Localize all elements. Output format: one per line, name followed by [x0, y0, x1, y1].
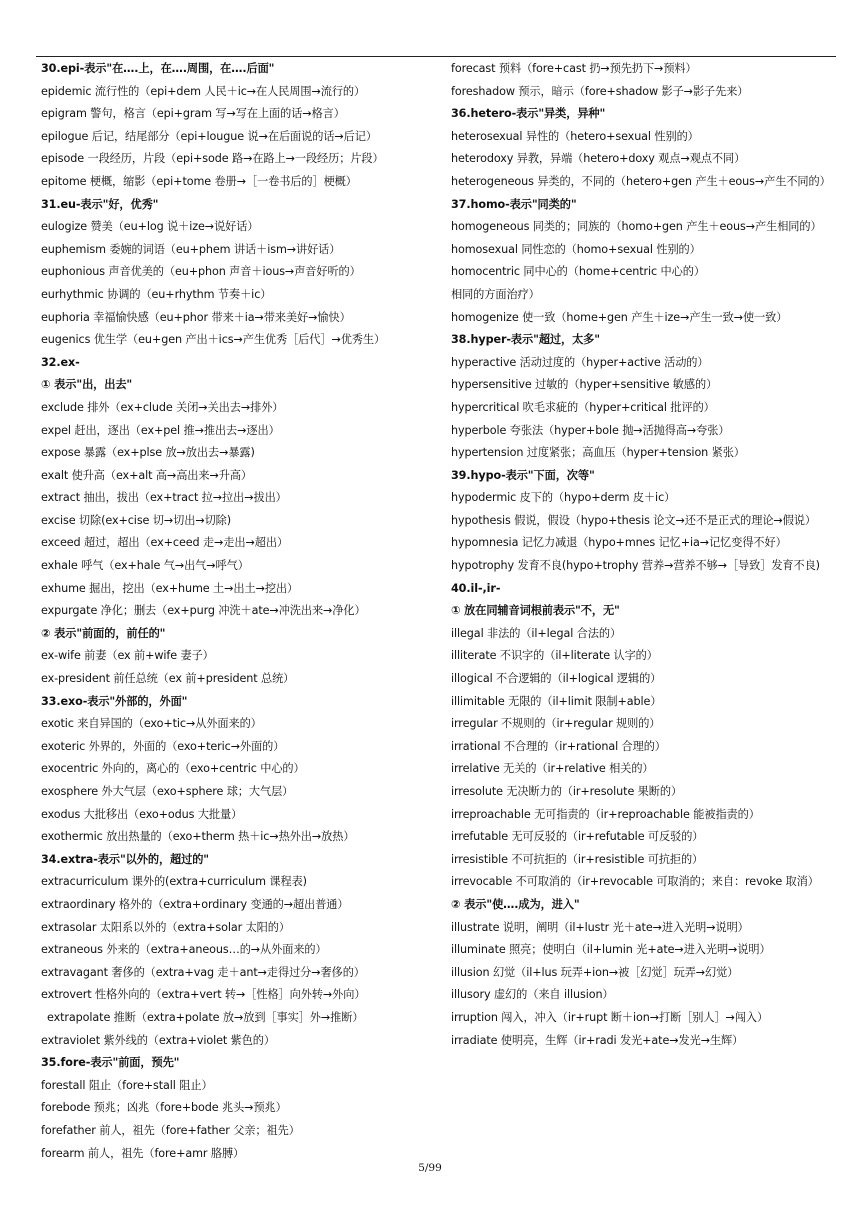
entry-line: epidemic 流行性的（epi+dem 人民＋ic→在人民周围→流行的） [41, 84, 366, 98]
entry-line: eugenics 优生学（eu+gen 产出＋ics→产生优秀［后代］→优秀生） [41, 333, 386, 347]
entry-line: extraneous 外来的（extra+aneous…的→从外面来的） [41, 943, 327, 957]
section-heading: 35.fore-表示"前面，预先" [41, 1056, 180, 1070]
entry-line: hypersensitive 过敏的（hyper+sensitive 敏感的） [451, 378, 718, 392]
section-heading: ① 放在同辅音词根前表示"不，无" [451, 604, 620, 618]
entry-line: exodus 大批移出（exo+odus 大批量） [41, 807, 243, 821]
right-column [451, 58, 835, 1052]
section-heading: 30.epi-表示"在….上，在….周围，在….后面" [41, 62, 275, 75]
entry-line: irresistible 不可抗拒的（ir+resistible 可抗拒的） [451, 852, 704, 866]
section-heading: 34.extra-表示"以外的，超过的" [41, 852, 210, 866]
entry-line: excise 切除(ex+cise 切→切出→切除) [41, 513, 232, 527]
left-column [41, 58, 431, 1165]
entry-line: epigram 警句，格言（epi+gram 写→写在上面的话→格言） [41, 107, 345, 121]
section-heading: 33.exo-表示"外部的，外面" [41, 694, 188, 708]
entry-line: hyperbole 夸张法（hyper+bole 抛→活抛得高→夸张） [451, 423, 730, 437]
entry-line: irrevocable 不可取消的（ir+revocable 可取消的；来自：revoke 取消） [451, 875, 819, 889]
entry-line: illusion 幻觉（il+lus 玩弄+ion→被［幻觉］玩弄→幻觉） [451, 965, 739, 979]
entry-line: expel 赶出，逐出（ex+pel 推→推出去→逐出） [41, 423, 280, 437]
entry-line: homogenize 使一致（home+gen 产生＋ize→产生一致→使一致） [451, 310, 788, 324]
section-heading: ② 表示"前面的，前任的" [41, 626, 166, 640]
entry-line: heterogeneous 异类的，不同的（hetero+gen 产生＋eous→产生不同的） [451, 174, 831, 188]
entry-line: extravagant 奢侈的（extra+vag 走＋ant→走得过分→奢侈的） [41, 965, 365, 979]
entry-line: extrapolate 推断（extra+polate 放→放到［事实］外→推断） [47, 1010, 364, 1024]
entry-line: hyperactive 活动过度的（hyper+active 活动的） [451, 355, 709, 369]
entry-line: eulogize 赞美（eu+log 说＋ize→说好话） [41, 220, 259, 234]
entry-line: illogical 不合逻辑的（il+logical 逻辑的） [451, 672, 662, 686]
entry-line: epilogue 后记，结尾部分（epi+lougue 说→在后面说的话→后记） [41, 129, 377, 143]
entry-line: exclude 排外（ex+clude 关闭→关出去→排外） [41, 400, 284, 414]
section-heading: 37.homo-表示"同类的" [451, 197, 577, 211]
entry-line: irradiate 使明亮，生辉（ir+radi 发光+ate→发光→生辉） [451, 1033, 744, 1047]
entry-line: eurhythmic 协调的（eu+rhythm 节奏＋ic） [41, 287, 272, 301]
header-rule [36, 56, 836, 57]
entry-line: forearm 前人，祖先（fore+amr 胳膊） [41, 1146, 245, 1160]
entry-line: exosphere 外大气层（exo+sphere 球；大气层） [41, 785, 294, 798]
entry-line: irrefutable 无可反驳的（ir+refutable 可反驳的） [451, 830, 704, 844]
entry-line: exothermic 放出热量的（exo+therm 热＋ic→热外出→放热） [41, 830, 355, 844]
entry-line: homocentric 同中心的（home+centric 中心的） [451, 265, 705, 279]
entry-line: illuminate 照亮；使明白（il+lumin 光+ate→进入光明→说明） [451, 943, 771, 957]
entry-line: hypercritical 吹毛求疵的（hyper+critical 批评的） [451, 400, 715, 414]
entry-line: extraviolet 紫外线的（extra+violet 紫色的） [41, 1033, 275, 1047]
entry-line: hypotrophy 发育不良(hypo+trophy 营养→营养不够→［导致］发育不良) [451, 559, 820, 573]
entry-line: irreproachable 无可指责的（ir+reproachable 能被指责的） [451, 807, 760, 821]
entry-line: irregular 不规则的（ir+regular 规则的） [451, 717, 661, 731]
entry-line: extraordinary 格外的（extra+ordinary 变通的→超出普通） [41, 897, 349, 911]
entry-line: exoteric 外界的，外面的（exo+teric→外面的） [41, 739, 285, 753]
entry-line: exceed 超过，超出（ex+ceed 走→走出→超出） [41, 536, 289, 550]
entry-line: illegal 非法的（il+legal 合法的） [451, 626, 622, 640]
entry-line: hypomnesia 记忆力减退（hypo+mnes 记忆+ia→记忆变得不好） [451, 536, 787, 550]
entry-line: forestall 阻止（fore+stall 阻止） [41, 1078, 213, 1092]
entry-line: extrasolar 太阳系以外的（extra+solar 太阳的） [41, 920, 290, 934]
entry-line: illustrate 说明，阐明（il+lustr 光＋ate→进入光明→说明） [451, 920, 749, 934]
entry-line: hypothesis 假说，假设（hypo+thesis 论文→还不是正式的理论→假说） [451, 513, 816, 527]
entry-line: exocentric 外向的，离心的（exo+centric 中心的） [41, 762, 305, 776]
entry-line: exotic 来自异国的（exo+tic→从外面来的） [41, 717, 262, 731]
entry-line: exalt 使升高（ex+alt 高→高出来→升高） [41, 468, 253, 482]
section-heading: 40.il-,ir- [451, 581, 501, 595]
entry-line: ex-wife 前妻（ex 前+wife 妻子） [41, 649, 214, 663]
entry-line: forebode 预兆；凶兆（fore+bode 兆头→预兆） [41, 1101, 287, 1115]
entry-line: extrovert 性格外向的（extra+vert 转→［性格］向外转→外向） [41, 988, 366, 1002]
section-heading: 36.hetero-表示"异类，异种" [451, 107, 606, 121]
entry-line: heterosexual 异性的（hetero+sexual 性别的） [451, 129, 699, 143]
entry-line: irruption 闯入，冲入（ir+rupt 断＋ion→打断［别人］→闯入） [451, 1010, 769, 1024]
entry-line: episode 一段经历，片段（epi+sode 路→在路上→一段经历；片段） [41, 152, 384, 166]
section-heading: 32.ex- [41, 355, 80, 369]
entry-line: extract 抽出，拔出（ex+tract 拉→拉出→拔出） [41, 491, 287, 505]
entry-line: expose 暴露（ex+plse 放→放出去→暴露) [41, 446, 255, 460]
entry-line: homogeneous 同类的；同族的（homo+gen 产生＋eous→产生相同的） [451, 220, 822, 234]
section-heading: ① 表示"出，出去" [41, 378, 133, 392]
entry-line: illimitable 无限的（il+limit 限制+able） [451, 694, 662, 708]
entry-line: foreshadow 预示，暗示（fore+shadow 影子→影子先来） [451, 84, 749, 98]
entry-line: hypertension 过度紧张；高血压（hyper+tension 紧张） [451, 446, 745, 460]
entry-line: forecast 预料（fore+cast 扔→预先扔下→预料） [451, 62, 697, 75]
entry-line: irrational 不合理的（ir+rational 合理的） [451, 739, 666, 753]
entry-line: expurgate 净化；删去（ex+purg 冲洗＋ate→冲洗出来→净化） [41, 604, 366, 618]
entry-line: illusory 虚幻的（来自 illusion） [451, 988, 614, 1002]
entry-line: irresolute 无决断力的（ir+resolute 果断的） [451, 785, 683, 798]
entry-line: forefather 前人，祖先（fore+father 父亲；祖先） [41, 1123, 300, 1137]
entry-line: euphonious 声音优美的（eu+phon 声音＋ious→声音好听的） [41, 265, 361, 279]
entry-line: exhume 掘出，挖出（ex+hume 土→出土→挖出） [41, 581, 299, 595]
entry-line: illiterate 不识字的（il+literate 认字的） [451, 649, 658, 663]
section-heading: 31.eu-表示"好，优秀" [41, 197, 159, 211]
page-number: 5/99 [418, 1162, 442, 1174]
entry-line: extracurriculum 课外的(extra+curriculum 课程表) [41, 875, 307, 889]
section-heading: 38.hyper-表示"超过，太多" [451, 333, 601, 347]
entry-line: euphoria 幸福愉快感（eu+phor 带来＋ia→带来美好→愉快） [41, 310, 351, 324]
entry-line: ex-president 前任总统（ex 前+president 总统） [41, 672, 295, 686]
entry-line: hypodermic 皮下的（hypo+derm 皮＋ic） [451, 491, 676, 505]
entry-line: euphemism 委婉的词语（eu+phem 讲话＋ism→讲好话） [41, 242, 341, 256]
section-heading: 39.hypo-表示"下面，次等" [451, 468, 595, 482]
entry-line: epitome 梗概，缩影（epi+tome 卷册→［一卷书后的］梗概） [41, 174, 357, 188]
entry-line: exhale 呼气（ex+hale 气→出气→呼气） [41, 559, 249, 573]
entry-line: 相同的方面治疗） [451, 287, 540, 301]
entry-line: homosexual 同性恋的（homo+sexual 性别的） [451, 242, 701, 256]
entry-line: heterodoxy 异教，异端（hetero+doxy 观点→观点不同） [451, 152, 746, 166]
section-heading: ② 表示"使….成为，进入" [451, 897, 580, 911]
entry-line: irrelative 无关的（ir+relative 相关的） [451, 762, 654, 776]
